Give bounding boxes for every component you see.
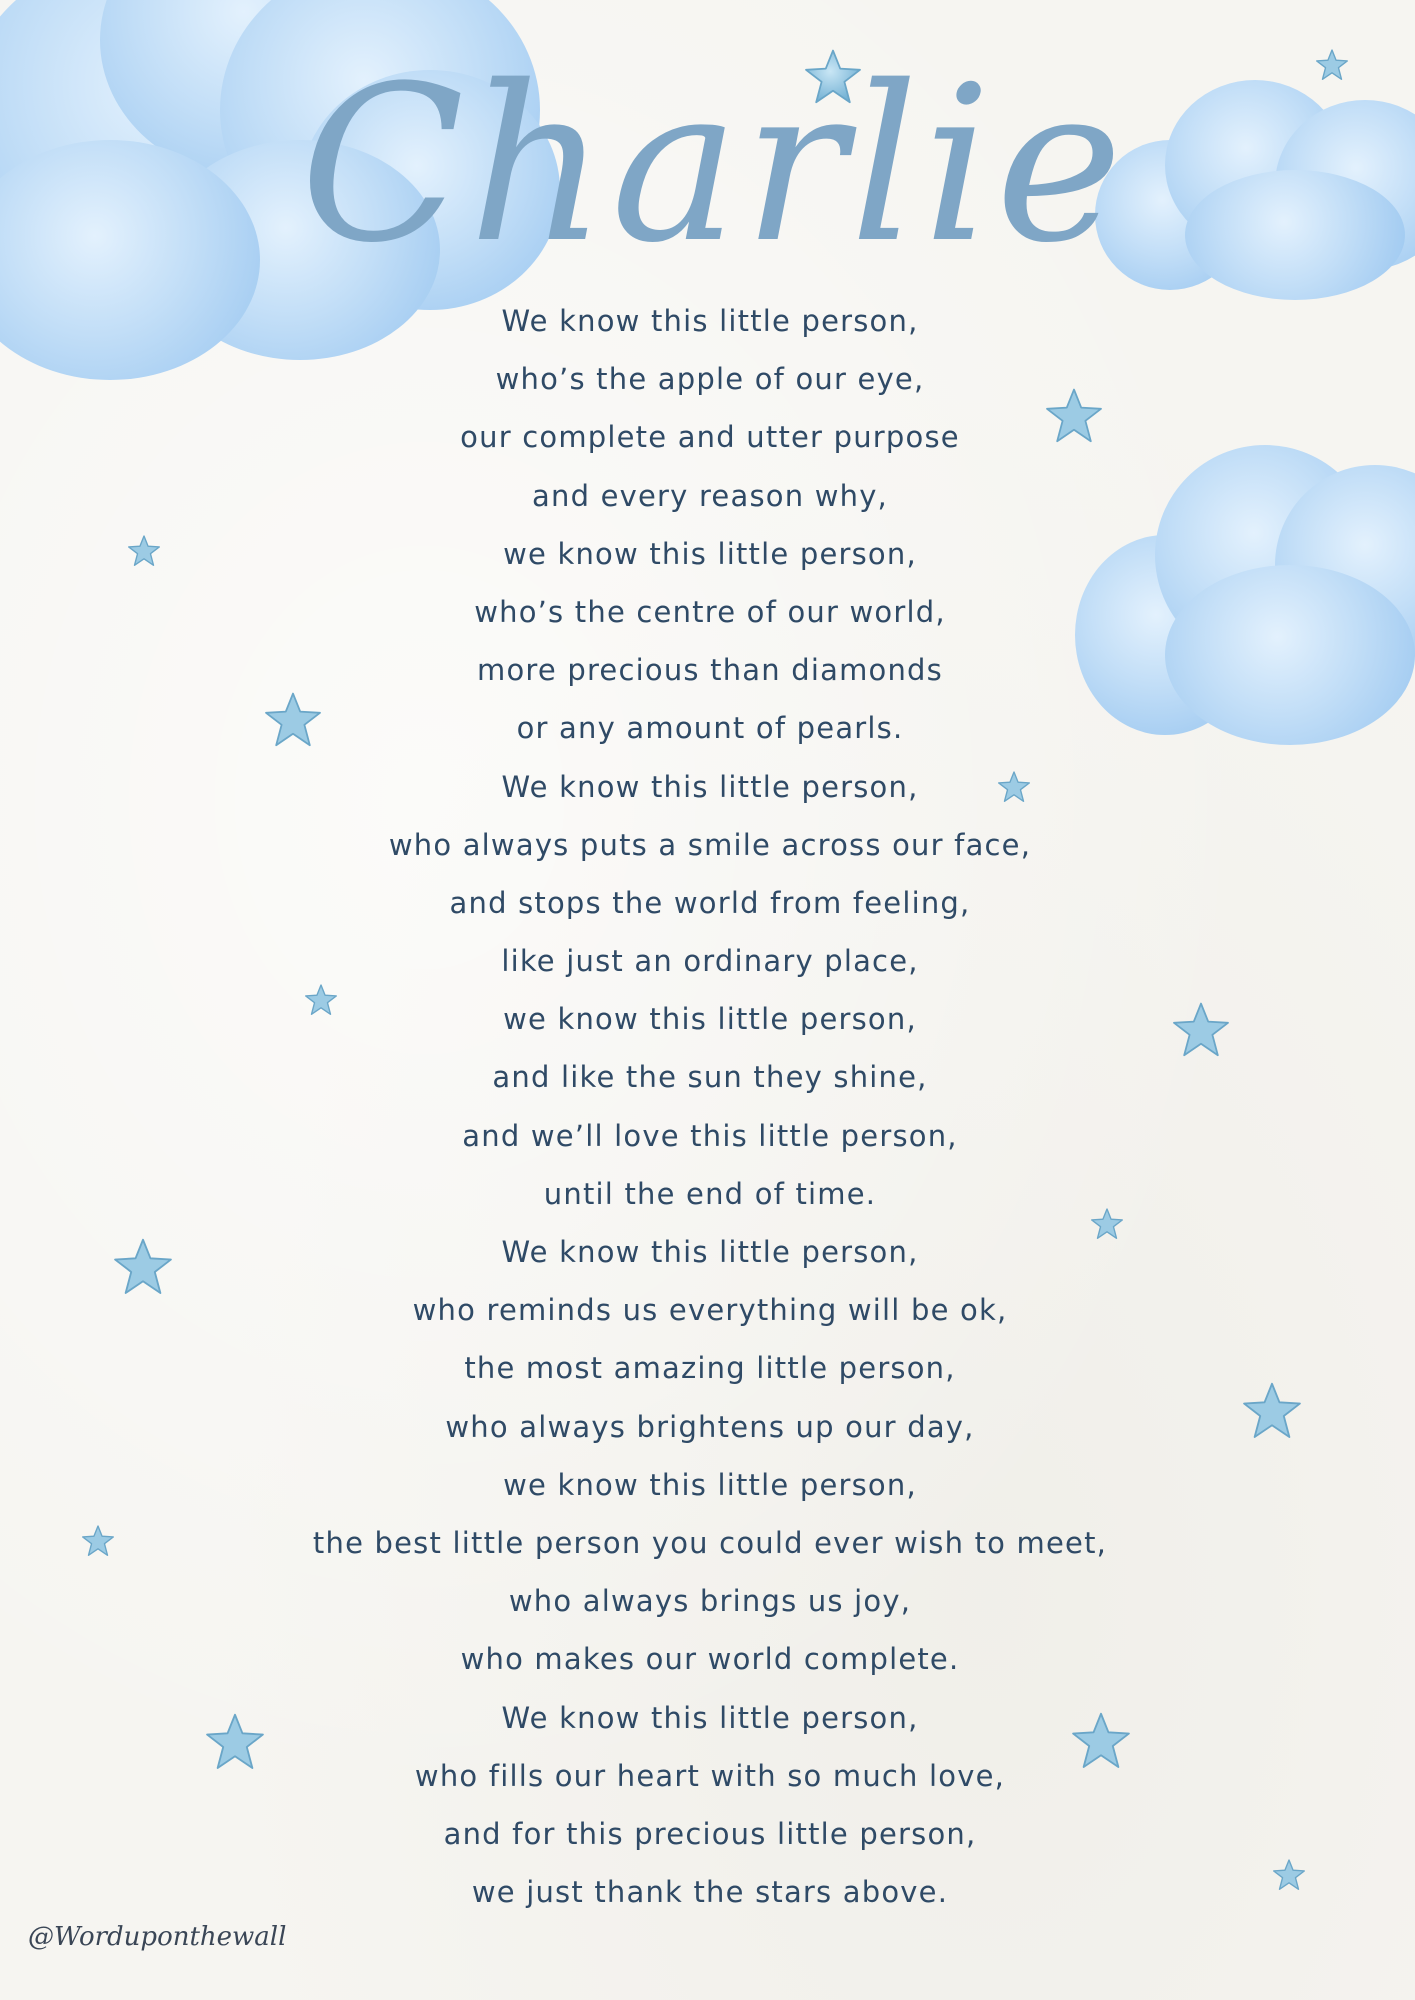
poem-text [260,292,1160,1921]
poem-line: who always puts a smile across our face, [388,827,1032,862]
poem-line: like just an ordinary place, [501,944,919,979]
poem-line: we know this little person, [503,1467,917,1502]
star-icon [1272,1858,1306,1892]
star-icon [81,1524,115,1558]
poem-line: we know this little person, [503,1002,917,1037]
signature-handle: @Worduponthewall [28,1922,287,1952]
poem-line: who’s the centre of our world, [474,594,946,629]
poem-line: and we’ll love this little person, [462,1118,958,1153]
poem-line: the most amazing little person, [464,1351,956,1386]
star-icon [1315,48,1349,82]
star-icon [1171,1000,1231,1060]
poem-line: who’s the apple of our eye, [495,362,925,397]
name-title: Charlie [300,39,1127,290]
star-icon [1241,1380,1303,1442]
poem-line: and for this precious little person, [443,1816,977,1851]
poem-line: We know this little person, [501,1700,919,1735]
poem-line: We know this little person, [501,304,919,338]
poem-line: until the end of time. [543,1176,877,1211]
poem-line: or any amount of pearls. [516,711,904,746]
poem-line: who makes our world complete. [460,1642,960,1677]
poem-line: and every reason why, [532,478,888,513]
poem-line: We know this little person, [501,769,919,804]
poem-line: and like the sun they shine, [492,1060,928,1095]
poem-line: the best little person you could ever wish to meet, [312,1525,1108,1560]
cloud-icon [1095,70,1415,300]
poem-line: and stops the world from feeling, [449,885,971,920]
poem-line: who fills our heart with so much love, [414,1758,1006,1793]
poem-line: who reminds us everything will be ok, [412,1293,1008,1328]
poem-line: more precious than diamonds [477,653,943,688]
poem-line: we just thank the stars above. [471,1875,949,1910]
poem-line: We know this little person, [501,1235,919,1269]
star-icon [204,1711,266,1773]
star-icon [112,1236,174,1298]
star-icon [127,534,161,568]
poem-line: we know this little person, [503,536,917,571]
poem-line: who always brightens up our day, [445,1409,975,1444]
poem-line: who always brings us joy, [508,1584,912,1619]
poem-line: our complete and utter purpose [460,420,960,455]
